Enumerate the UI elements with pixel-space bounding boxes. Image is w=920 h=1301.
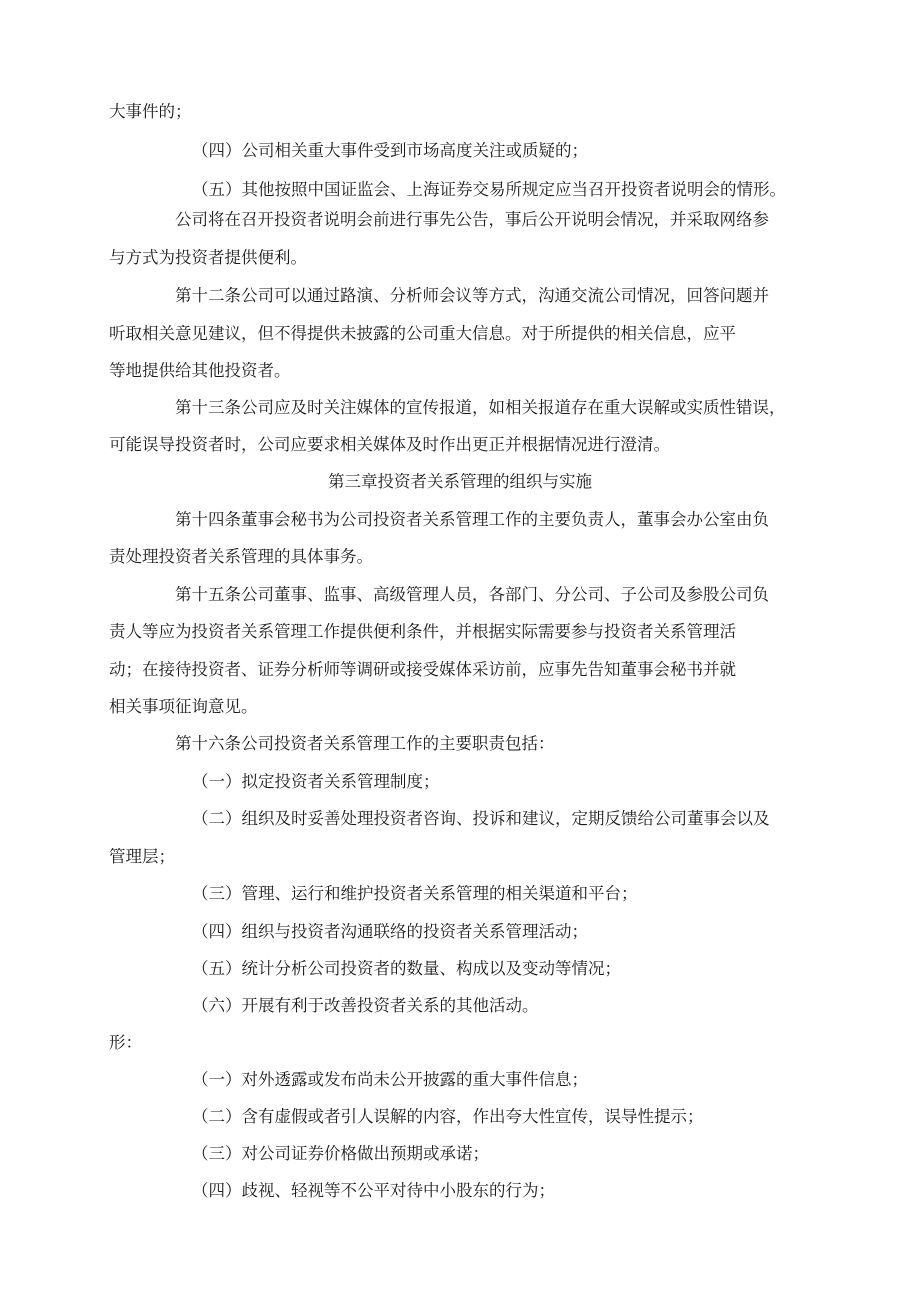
text-line: 公司将在召开投资者说明会前进行事先公告，事后公开说明会情况，并采取网络参 [175,210,769,229]
list-item: （六）开展有利于改善投资者关系的其他活动。 [192,996,539,1015]
list-item: （二）含有虚假或者引人误解的内容，作出夸大性宣传，误导性提示； [192,1107,704,1126]
chapter-heading: 第三章投资者关系管理的组织与实施 [328,472,592,491]
list-item: （四）歧视、轻视等不公平对待中小股东的行为； [192,1181,555,1200]
text-line: 相关事项征询意见。 [109,697,258,716]
text-line: 责人等应为投资者关系管理工作提供便利条件，并根据实际需要参与投资者关系管理活 [109,622,736,641]
text-line: 第十三条公司应及时关注媒体的宣传报道，如相关报道存在重大误解或实质性错误， [175,398,786,417]
text-line: 第十四条董事会秘书为公司投资者关系管理工作的主要负责人，董事会办公室由负 [175,510,769,529]
text-line: 责处理投资者关系管理的具体事务。 [109,547,373,566]
text-line: 等地提供给其他投资者。 [109,361,291,380]
list-item: （二）组织及时妥善处理投资者咨询、投诉和建议，定期反馈给公司董事会以及 [192,809,770,828]
list-item: （一）拟定投资者关系管理制度； [192,772,440,791]
list-item: （三）管理、运行和维护投资者关系管理的相关渠道和平台； [192,884,638,903]
text-line: 第十五条公司董事、监事、高级管理人员，各部门、分公司、子公司及参股公司负 [175,585,769,604]
text-line: 第十六条公司投资者关系管理工作的主要职责包括： [175,734,555,753]
text-line: 与方式为投资者提供便利。 [109,248,307,267]
list-item: （一）对外透露或发布尚未公开披露的重大事件信息； [192,1070,588,1089]
text-line: 管理层； [109,847,175,866]
text-line: 听取相关意见建议，但不得提供未披露的公司重大信息。对于所提供的相关信息，应平 [109,324,736,343]
text-line: 可能误导投资者时，公司应要求相关媒体及时作出更正并根据情况进行澄清。 [109,435,670,454]
text-line: （四）公司相关重大事件受到市场高度关注或质疑的； [192,141,588,160]
text-line: 第十二条公司可以通过路演、分析师会议等方式，沟通交流公司情况，回答问题并 [175,286,769,305]
list-item: （五）统计分析公司投资者的数量、构成以及变动等情况； [192,959,621,978]
text-line: 动；在接待投资者、证券分析师等调研或接受媒体采访前，应事先告知董事会秘书并就 [109,660,736,679]
list-item: （三）对公司证券价格做出预期或承诺； [192,1144,489,1163]
text-line: 形： [109,1033,142,1052]
list-item: （四）组织与投资者沟通联络的投资者关系管理活动； [192,922,588,941]
text-line: （五）其他按照中国证监会、上海证券交易所规定应当召开投资者说明会的情形。 [192,180,786,199]
text-line: 大事件的； [109,102,192,121]
